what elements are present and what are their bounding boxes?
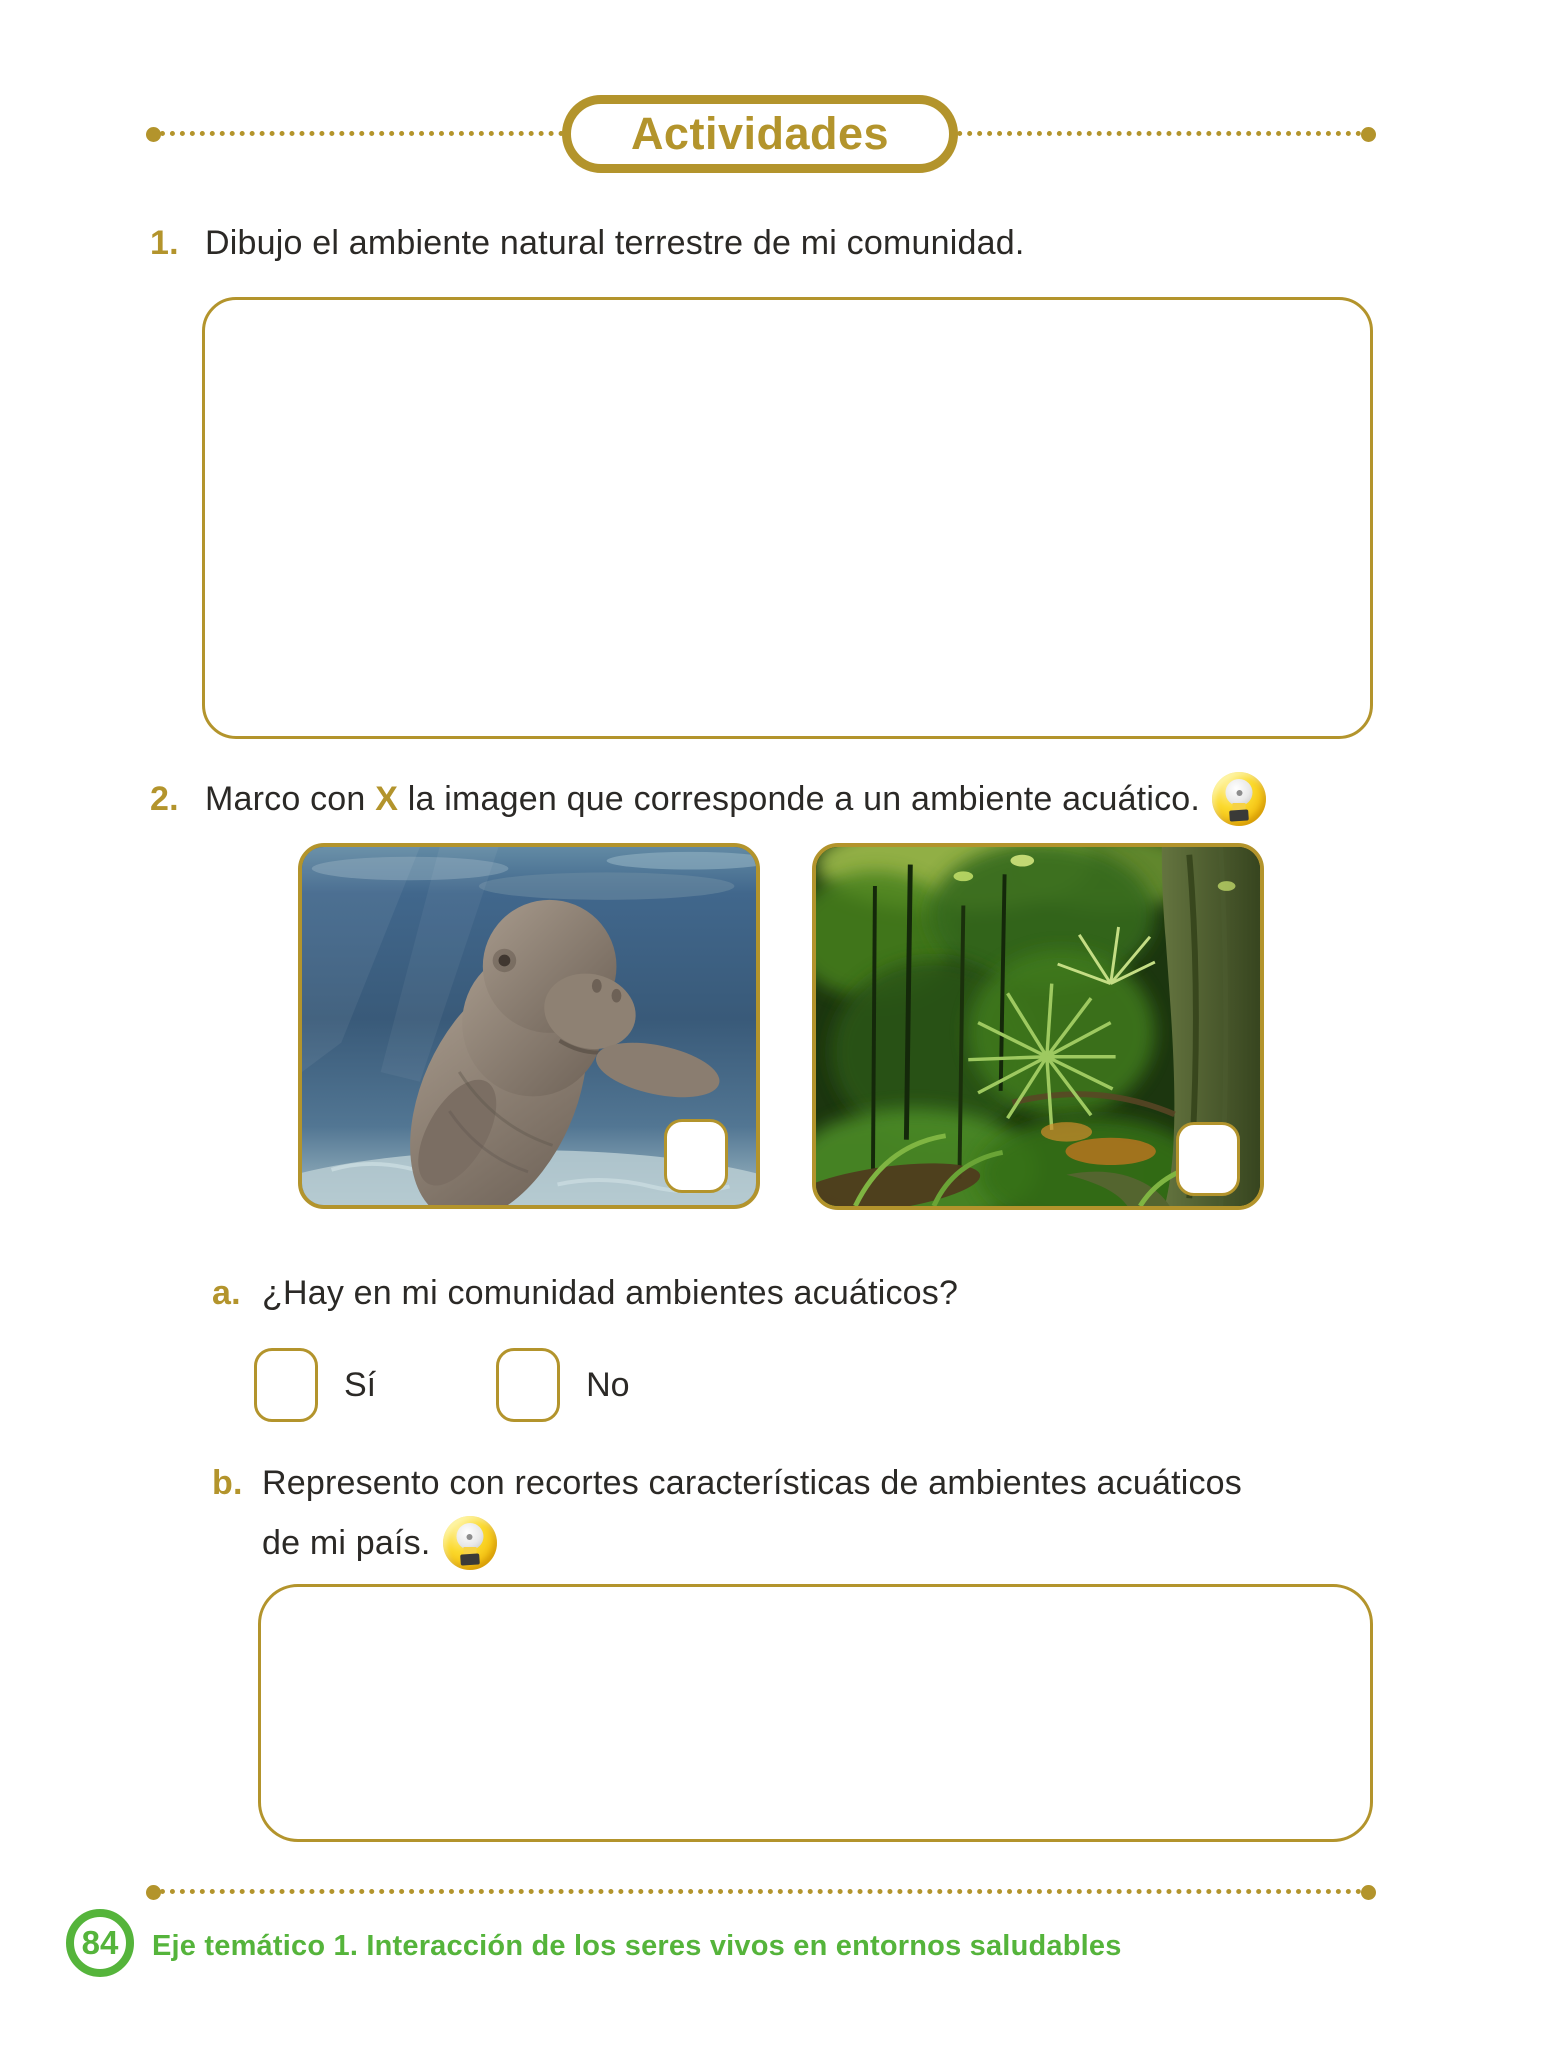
manatee-answer-checkbox[interactable] <box>664 1119 728 1193</box>
question-a-text: ¿Hay en mi comunidad ambientes acuáticos? <box>262 1274 959 1312</box>
item-b-row-2 <box>262 1516 497 1570</box>
x-mark-label: X <box>375 780 399 818</box>
lightbulb-globe <box>456 1523 483 1550</box>
hint-lightbulb-icon <box>443 1516 497 1570</box>
yes-no-options <box>254 1348 630 1422</box>
activities-badge <box>562 95 958 173</box>
activity-2-row <box>150 772 1490 826</box>
yes-checkbox[interactable] <box>254 1348 318 1422</box>
yes-label: Sí <box>344 1365 377 1404</box>
item-b-text-line1: Represento con recortes características de ambientes acuáticos <box>262 1464 1242 1502</box>
page-number: 84 <box>81 1924 119 1961</box>
activity-1-row <box>150 220 1400 266</box>
line-end-dot <box>1361 127 1376 142</box>
no-label: No <box>586 1365 630 1404</box>
activity-2-text: Marco con X la imagen que corresponde a un ambiente acuático. <box>205 780 1201 818</box>
activity-1-text: Dibujo el ambiente natural terrestre de mi comunidad. <box>205 224 1025 262</box>
collage-area[interactable] <box>258 1584 1373 1842</box>
question-a-row <box>212 1270 1412 1316</box>
activity-1-number: 1. <box>150 224 179 262</box>
question-a-letter: a. <box>212 1274 241 1312</box>
page-title: Actividades <box>630 108 890 159</box>
drawing-area[interactable] <box>202 297 1373 739</box>
footer-theme-text: Eje temático 1. Interacción de los seres vivos en entornos saludables <box>152 1930 1122 1962</box>
lightbulb-base <box>460 1553 480 1565</box>
item-b-row <box>212 1460 1462 1506</box>
item-b-text-line2: de mi país. <box>262 1524 431 1562</box>
activity-2-number: 2. <box>150 780 179 818</box>
jungle-image <box>812 843 1264 1210</box>
jungle-answer-checkbox[interactable] <box>1176 1122 1240 1196</box>
line-end-dot <box>146 1885 161 1900</box>
line-end-dot <box>1361 1885 1376 1900</box>
no-checkbox[interactable] <box>496 1348 560 1422</box>
lightbulb-base <box>1229 809 1249 821</box>
lightbulb-globe <box>1226 779 1253 806</box>
manatee-underwater-image <box>298 843 760 1209</box>
page-number-badge <box>66 1909 134 1977</box>
line-end-dot <box>146 127 161 142</box>
item-b-letter: b. <box>212 1464 243 1502</box>
hint-lightbulb-icon <box>1212 772 1266 826</box>
footer-dotted-line <box>150 1889 1372 1894</box>
